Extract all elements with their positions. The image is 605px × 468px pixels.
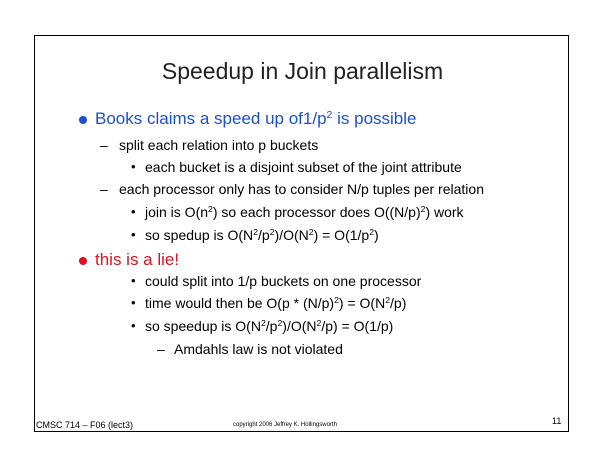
- subsub-spedup: so spedup is $O(N^2/p^2)/O(N^2) = O(1/p^2)$: [145, 227, 379, 243]
- subsub-disjoint-subset: each bucket is a disjoint subset of the joint attribute: [145, 159, 462, 175]
- subsub-so-speedup: so speedup is $O(N^2/p^2)/O(N^2/p) = O(1/p)$: [145, 318, 394, 334]
- footer-copyright: copyright 2006 Jeffrey K. Hollingsworth: [233, 422, 337, 428]
- bullet-marker: •: [131, 273, 136, 288]
- dash-marker: –: [100, 137, 108, 153]
- footer-course: CMSC 714 – F06 (lect3): [36, 420, 134, 430]
- bullet-this-is-a-lie: this is a lie!: [95, 250, 180, 269]
- bullet-marker: •: [131, 159, 136, 174]
- bullet-marker: •: [131, 204, 136, 219]
- dash-marker: –: [157, 341, 165, 357]
- sub-split-relation: split each relation into p buckets: [119, 137, 319, 153]
- footer-page-number: 11: [552, 416, 562, 426]
- bullet-marker: •: [131, 318, 136, 333]
- subsub-could-split: could split into 1/p buckets on one processor: [145, 273, 422, 289]
- sub-each-processor: each processor only has to consider N/p tuples per relation: [119, 181, 484, 197]
- bullet-marker: •: [131, 295, 136, 310]
- bullet-marker: •: [131, 227, 136, 242]
- dash-marker: –: [100, 181, 108, 197]
- bullet-dot-blue: [79, 116, 87, 124]
- subsub-time-would-be: time would then be $O(p * (N/p)^2) = O(N^2/p)$: [145, 295, 407, 311]
- subsubsub-amdahl: Amdahls law is not violated: [174, 341, 343, 357]
- bullet-books-claims: Books claims a speed up $of1/p^2$ is possible: [95, 109, 417, 128]
- slide-title: Speedup in Join parallelism: [161, 58, 444, 84]
- bullet-dot-red: [79, 257, 87, 265]
- subsub-join-cost: join is $O(n^2)$ so each processor does $O((N/p)^2)$ work: [145, 204, 464, 220]
